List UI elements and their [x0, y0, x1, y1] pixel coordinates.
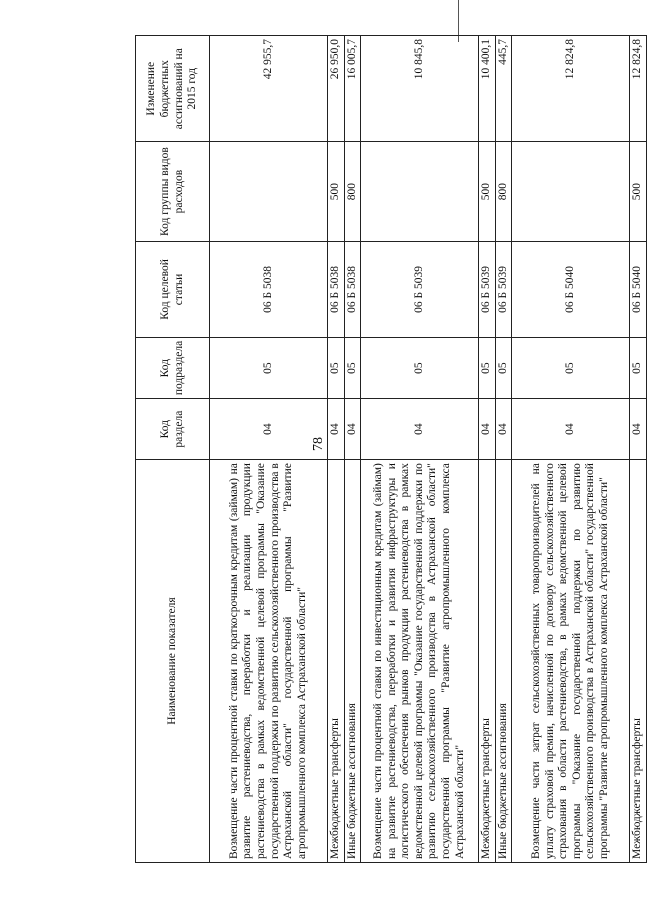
section-code: 04: [512, 399, 630, 460]
header-subsection-code: Код подраздела: [136, 338, 210, 399]
subsection-code: 05: [495, 338, 512, 399]
section-code: 04: [328, 399, 345, 460]
indicator-name: Межбюджетные трансферты: [479, 460, 496, 863]
expense-group-code: 500: [328, 142, 345, 241]
section-code: 04: [495, 399, 512, 460]
table-row: [630, 36, 647, 863]
amount-change: 10 400,1: [479, 36, 496, 142]
indicator-name: Межбюджетные трансферты: [630, 460, 647, 863]
indicator-name: Возмещение части затрат сельскохозяйственных товаропроизводителей на уплату страховой премии, начисленной по договору сельскохозяйственного страхования в области растениеводства, в рамках ведомственной целевой программы "Оказание государственной поддержки по развитию сельскохозяйственного производства в Астраханской области" государственной программы "Развитие агропромышленного комплекса Астраханской области": [512, 460, 630, 863]
article-code: 06 Б 5039: [479, 241, 496, 337]
budget-table: [135, 35, 647, 863]
article-code: 06 Б 5040: [630, 241, 647, 337]
indicator-name: Иные бюджетные ассигнования: [344, 460, 361, 863]
subsection-code: 05: [479, 338, 496, 399]
section-code: 04: [630, 399, 647, 460]
expense-group-code: 800: [495, 142, 512, 241]
amount-change: 42 955,7: [210, 36, 328, 142]
expense-group-code: [210, 142, 328, 241]
article-code: 06 Б 5038: [344, 241, 361, 337]
section-code: 04: [479, 399, 496, 460]
article-code: 06 Б 5040: [512, 241, 630, 337]
table-row: [344, 36, 361, 863]
subsection-code: 05: [630, 338, 647, 399]
header-expense-group-code: Код группы видов расходов: [136, 142, 210, 241]
table-row: [361, 36, 479, 863]
rotated-table-container: [135, 35, 644, 863]
expense-group-code: 500: [630, 142, 647, 241]
amount-change: 26 950,0: [328, 36, 345, 142]
amount-change: 16 005,7: [344, 36, 361, 142]
expense-group-code: 500: [479, 142, 496, 241]
section-code: 04: [344, 399, 361, 460]
header-section-code: Код раздела: [136, 399, 210, 460]
section-code: 04: [361, 399, 479, 460]
header-amount-change: Изменение бюджетных ассигнований на 2015 год: [136, 36, 210, 142]
article-code: 06 Б 5038: [328, 241, 345, 337]
expense-group-code: 800: [344, 142, 361, 241]
article-code: 06 Б 5039: [361, 241, 479, 337]
indicator-name: Возмещение части процентной ставки по краткосрочным кредитам (займам) на развитие растениеводства, переработки и реализации продукции растениеводства в рамках ведомственной целевой программы "Оказание государственной поддержки по развитию сельскохозяйственного производства в Астраханской области" государственной программы "Развитие агропромышленного комплекса Астраханской области": [210, 460, 328, 863]
table-row: [328, 36, 345, 863]
table-row: [479, 36, 496, 863]
amount-change: 445,7: [495, 36, 512, 142]
expense-group-code: [361, 142, 479, 241]
article-code: 06 Б 5039: [495, 241, 512, 337]
table-row: [495, 36, 512, 863]
indicator-name: Возмещение части процентной ставки по инвестиционным кредитам (займам) на развитие растениеводства, переработки и развития инфраструктуры и логистического обеспечения рынков продукции растениеводства в рамках ведомственной целевой программы "Оказание государственной поддержки по развитию сельскохозяйственного производства в Астраханской области" государственной программы "Развитие агропромышленного комплекса Астраханской области": [361, 460, 479, 863]
amount-change: 10 845,8: [361, 36, 479, 142]
amount-change: 12 824,8: [630, 36, 647, 142]
subsection-code: 05: [512, 338, 630, 399]
subsection-code: 05: [344, 338, 361, 399]
indicator-name: Иные бюджетные ассигнования: [495, 460, 512, 863]
indicator-name: Межбюджетные трансферты: [328, 460, 345, 863]
table-row: [210, 36, 328, 863]
table-row: [512, 36, 630, 863]
subsection-code: 05: [361, 338, 479, 399]
table-header-row: [136, 36, 210, 863]
subsection-code: 05: [328, 338, 345, 399]
page-number: 78: [311, 437, 326, 451]
section-code: 04: [210, 399, 328, 460]
amount-change: 12 824,8: [512, 36, 630, 142]
subsection-code: 05: [210, 338, 328, 399]
article-code: 06 Б 5038: [210, 241, 328, 337]
header-article-code: Код целевой статьи: [136, 241, 210, 337]
header-indicator-name: Наименование показателя: [136, 460, 210, 863]
expense-group-code: [512, 142, 630, 241]
